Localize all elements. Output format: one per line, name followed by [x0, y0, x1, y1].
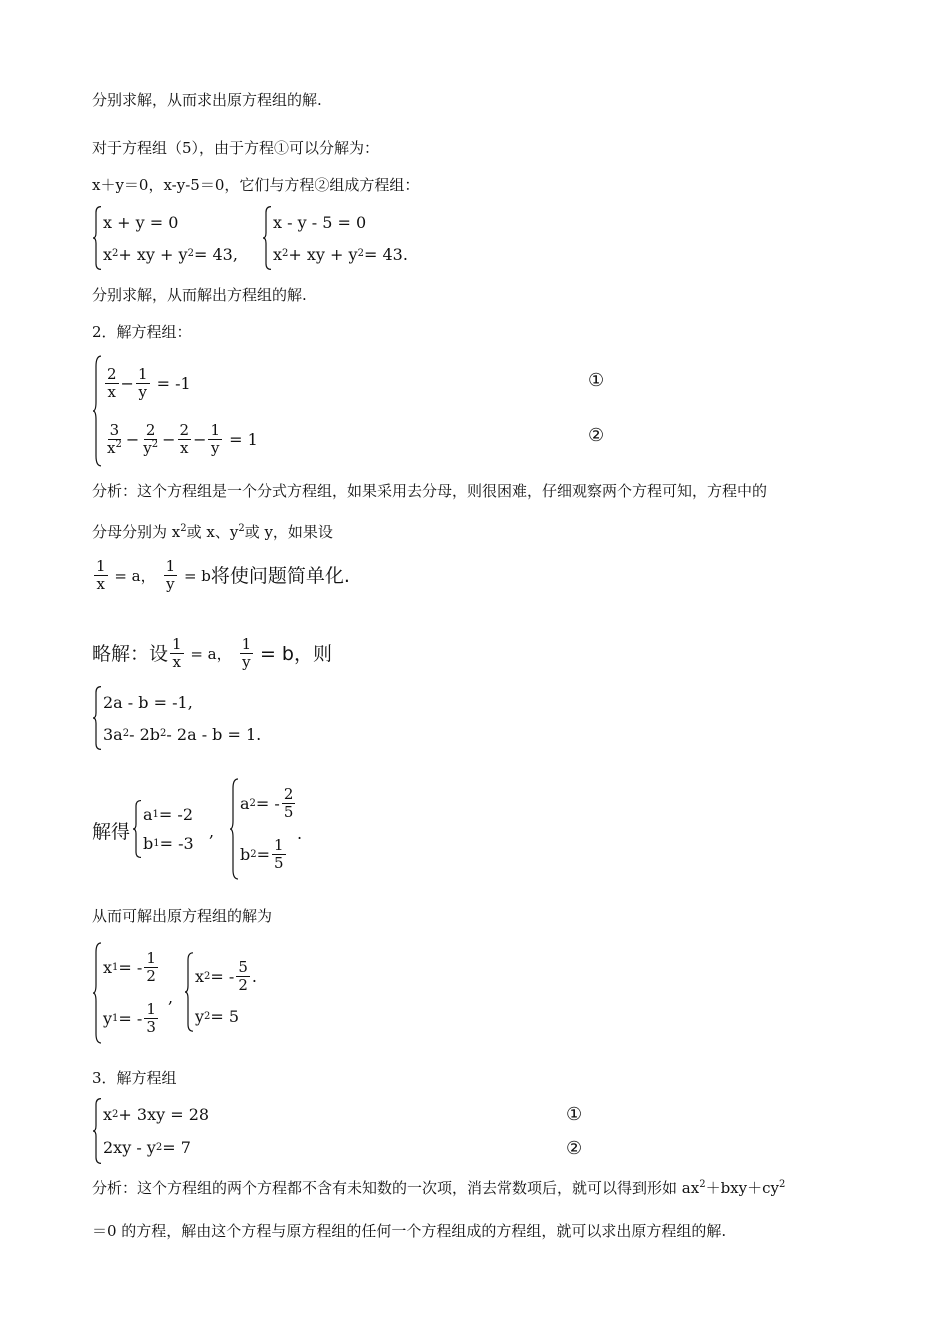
- equation-row: b 1 = -3: [143, 834, 194, 853]
- equation-row: $\frac{2}{x}$ − $\frac{1}{y}$ = -1: [107, 364, 191, 401]
- equation-system-2: [92, 355, 258, 467]
- paragraph: ＝0 的方程，解由这个方程与原方程组的任何一个方程组成的方程组，就可以求出原方程组的解.: [92, 1222, 727, 1240]
- brace: [184, 952, 194, 1032]
- equation-row: x + y = 0: [103, 212, 179, 232]
- paragraph: 分别求解，从而解出方程组的解.: [92, 286, 307, 304]
- brace: [92, 355, 102, 467]
- equation-row: $\frac{3}{x^2}$ − $\frac{2}{y^2}$ − $\frac{2}{x}$ − $\frac{1}{y}$ = 1: [107, 420, 258, 457]
- equation-row: a 1 = -2: [143, 805, 193, 824]
- brace: [229, 778, 239, 880]
- equation-row: 2xy - y 2 = 7: [103, 1138, 191, 1157]
- paragraph: 分析：这个方程组是一个分式方程组，如果采用去分母，则很困难，仔细观察两个方程可知，方程中的: [92, 482, 768, 500]
- equation-row: a 2 = - $\frac{2}{5}$: [240, 785, 294, 821]
- equation-row: x 2 + xy + y 2 = 43 .: [273, 244, 408, 264]
- section-heading: 2．解方程组：: [92, 323, 192, 341]
- paragraph: 分析：这个方程组的两个方程都不含有未知数的一次项，消去常数项后，就可以得到形如 $ax^2+bxy+cy^2$: [92, 1179, 786, 1197]
- equation-row: 3a 2 - 2b 2 - 2a - b = 1.: [103, 724, 262, 744]
- solution-system-1: [132, 800, 194, 858]
- paragraph: 分别求解，从而求出原方程组的解.: [92, 91, 322, 109]
- equation-marker-1: ①: [588, 370, 605, 391]
- section-heading: 3．解方程组: [92, 1069, 177, 1087]
- paragraph: 分母分别为 $x^2$或 x、$y^2$或 y，如果设: [92, 523, 333, 541]
- equation-row: x 1 = - $\frac{1}{2}$: [103, 949, 156, 985]
- equation-system-b: [262, 206, 408, 270]
- equation-marker-2: ②: [566, 1138, 583, 1159]
- period: .: [297, 824, 303, 843]
- equation-row: y 2 = 5: [195, 1007, 240, 1026]
- brace: [132, 800, 142, 858]
- substitution-line: $\frac{1}{x}$ = a， $\frac{1}{y}$ = b 将使问题简单化.: [96, 557, 350, 593]
- paragraph: 对于方程组（5），由于方程①可以分解为：: [92, 139, 380, 157]
- brief-solution-line: 略解：设 $\frac{1}{x}$ = a， $\frac{1}{y}$ = b，则: [92, 635, 332, 671]
- equation-marker-2: ②: [588, 425, 605, 446]
- brace: [92, 686, 102, 750]
- equation-row: x 2 + xy + y 2 = 43 ,: [103, 244, 238, 264]
- paragraph: x＋y＝0，x-y-5＝0，它们与方程②组成方程组：: [92, 176, 420, 194]
- separator: ,: [168, 988, 174, 1007]
- final-solution-2: [184, 952, 257, 1032]
- brace: [262, 206, 272, 270]
- equation-system-c: [92, 686, 261, 750]
- brace: [92, 206, 102, 270]
- brace: [92, 942, 102, 1044]
- equation-row: x 2 + 3xy = 28: [103, 1105, 210, 1124]
- equation-row: b 2 = $\frac{1}{5}$: [240, 836, 284, 872]
- final-solution-1: [92, 942, 160, 1044]
- solve-lead: 解得: [92, 821, 131, 843]
- paragraph: 从而可解出原方程组的解为: [92, 907, 273, 925]
- equation-row: x - y - 5 = 0: [273, 212, 367, 232]
- solution-system-2: [229, 778, 297, 880]
- equation-row: 2a - b = -1,: [103, 692, 193, 712]
- equation-row: x 2 = - $\frac{5}{2}$ .: [195, 958, 257, 994]
- brace: [92, 1098, 102, 1164]
- separator: ,: [209, 822, 215, 841]
- equation-system-3: [92, 1098, 209, 1164]
- equation-marker-1: ①: [566, 1104, 583, 1125]
- equation-row: y 1 = - $\frac{1}{3}$: [103, 1000, 156, 1036]
- equation-system-a: [92, 206, 238, 270]
